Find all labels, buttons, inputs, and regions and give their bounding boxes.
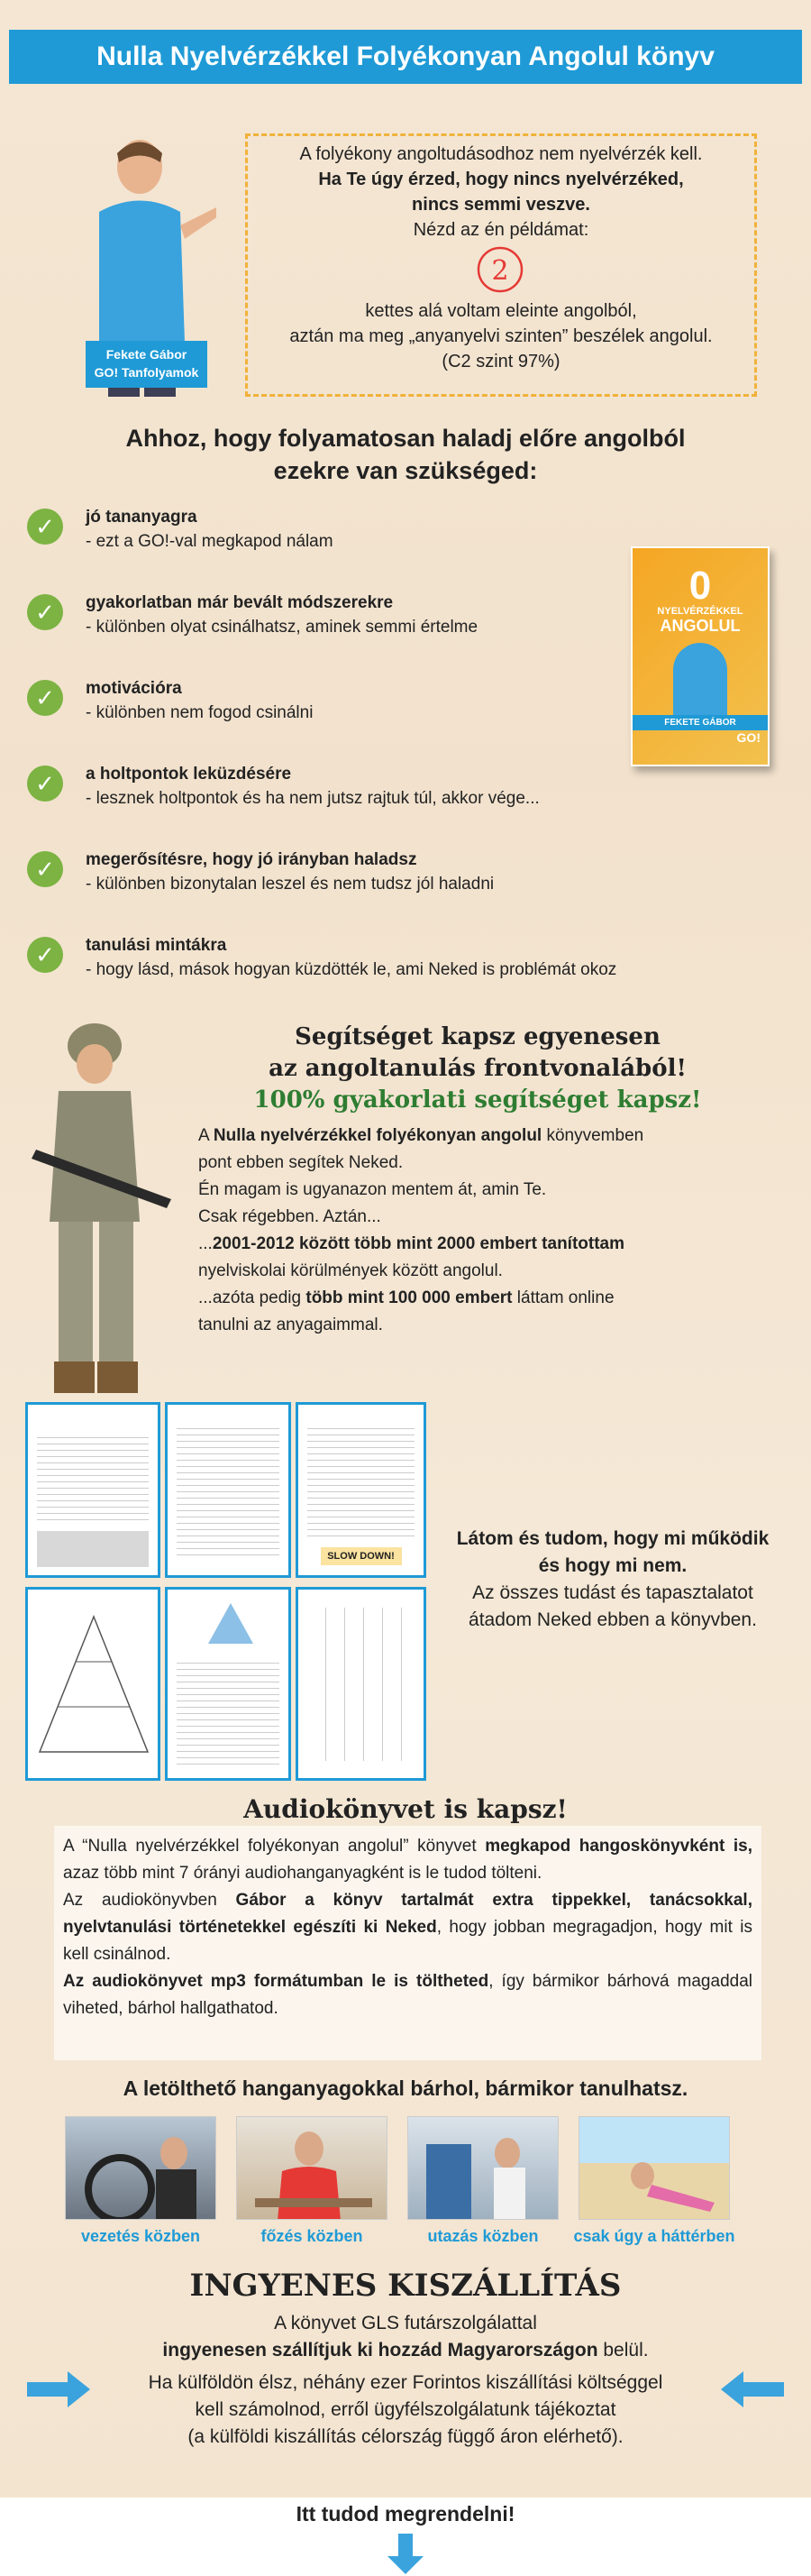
need-item-title: tanulási mintákra <box>86 936 227 955</box>
intro-line: kettes alá voltam eleinte angolból, <box>365 301 637 321</box>
book-subtitle: NYELVÉRZÉKKEL <box>657 606 743 617</box>
help-text: A <box>198 1126 214 1145</box>
book-page <box>25 1402 160 1578</box>
help-body <box>198 1123 739 1339</box>
train-seat-icon <box>408 2117 559 2220</box>
latom-line: és hogy mi nem. <box>538 1555 688 1576</box>
need-item-desc: - hogy lásd, mások hogyan küzdötték le, ami Neked is problémát okoz <box>86 960 617 979</box>
audio-text: azaz több mint 7 órányi audiohanganyagként is le tudod tölteni. <box>63 1864 542 1883</box>
check-icon: ✓ <box>27 851 63 887</box>
need-item-desc: - lesznek holtpontok és ha nem jutsz rajtuk túl, akkor vége... <box>86 789 540 808</box>
check-icon: ✓ <box>27 594 63 630</box>
scene-label: főzés közben <box>260 2227 363 2245</box>
need-item-desc: - különben nem fogod csinálni <box>86 703 314 722</box>
author-org: GO! Tanfolyamok <box>94 365 199 380</box>
book-page <box>165 1402 291 1578</box>
need-item <box>27 933 712 987</box>
book-name: Nulla nyelvérzékkel folyékonyan angolul <box>213 1126 542 1145</box>
intro-line: aztán ma meg „anyanyelvi szinten” beszélek angolul. <box>289 326 713 346</box>
latom-line: Látom és tudom, hogy mi működik <box>456 1528 770 1549</box>
latom-block <box>433 1526 793 1634</box>
shipping-line: Ha külföldön élsz, néhány ezer Forintos kiszállítási költséggel <box>148 2372 663 2393</box>
audio-box <box>54 1826 761 2060</box>
book-author-image <box>673 643 727 715</box>
book-big-number: 0 <box>688 564 712 608</box>
help-title-1: Segítséget kapsz egyenesen <box>295 1023 661 1050</box>
need-item-desc: - ezt a GO!-val megkapod nálam <box>86 532 333 551</box>
pyramid-diagram-icon <box>31 1608 157 1761</box>
beach-image <box>579 2116 730 2220</box>
help-text: ... <box>198 1234 213 1253</box>
help-text: pont ebben segítek Neked. <box>198 1153 404 1172</box>
need-item-desc: - különben olyat csinálhatsz, aminek semmi értelme <box>86 618 478 637</box>
cooking-image <box>236 2116 387 2220</box>
circled-grade-icon <box>473 243 527 297</box>
need-item <box>27 505 712 559</box>
check-icon: ✓ <box>27 765 63 802</box>
cooking-person-icon <box>237 2117 387 2220</box>
audio-text: , hogy jobban megragadjon, hogy mit is kell csinálnod. <box>63 1918 752 1964</box>
help-text: nyelviskolai körülmények között angolul. <box>198 1261 503 1280</box>
beach-person-icon <box>579 2117 730 2220</box>
intro-line: nincs semmi veszve. <box>412 195 590 215</box>
audio-title: Audiokönyvet is kapsz! <box>243 1794 568 1824</box>
need-item-title: jó tananyagra <box>86 508 197 527</box>
need-item <box>27 848 712 902</box>
intro-line: Ha Te úgy érzed, hogy nincs nyelvérzéked, <box>318 170 684 189</box>
page-banner: Nulla Nyelvérzékkel Folyékonyan Angolul könyv <box>9 30 802 84</box>
author-name-tag <box>86 341 207 388</box>
scene-label: utazás közben <box>427 2227 539 2245</box>
check-icon: ✓ <box>27 509 63 545</box>
scene-label: vezetés közben <box>80 2227 201 2245</box>
help-text: Csak régebben. Aztán... <box>198 1207 381 1226</box>
audio-text: Az audiokönyvben <box>63 1891 236 1910</box>
travel-image <box>407 2116 559 2220</box>
needs-title-line: Ahhoz, hogy folyamatosan haladj előre angolból <box>125 425 686 452</box>
shipping-line: belül. <box>597 2340 649 2361</box>
shipping-title: INGYENES KISZÁLLÍTÁS <box>189 2268 622 2304</box>
downloadable-title: A letölthető hanganyagokkal bárhol, bármikor tanulhatsz. <box>123 2076 688 2100</box>
intro-box <box>245 133 757 397</box>
need-item-title: motivációra <box>86 679 182 698</box>
steering-wheel-icon <box>66 2117 216 2220</box>
author-name: Fekete Gábor <box>105 347 187 362</box>
intro-line: (C2 szint 97%) <box>442 352 560 371</box>
latom-line: Az összes tudást és tapasztalatot <box>472 1582 753 1603</box>
slow-down-label: SLOW DOWN! <box>321 1547 402 1565</box>
shipping-line: A könyvet GLS futárszolgálattal <box>274 2313 537 2333</box>
help-highlight: 2001-2012 között több mint 2000 embert tanítottam <box>212 1234 625 1253</box>
audio-highlight: megkapod hangoskönyvként is, <box>485 1837 752 1856</box>
grade-mark <box>248 243 754 298</box>
need-item-desc: - különben bizonytalan leszel és nem tudsz jól haladni <box>86 875 495 894</box>
shipping-line: (a külföldi kiszállítás célország függő áron elérhető). <box>187 2426 624 2447</box>
help-text: ...azóta pedig <box>198 1288 306 1307</box>
help-highlight: több mint 100 000 embert <box>305 1288 513 1307</box>
book-badge: GO! <box>736 730 761 745</box>
need-item <box>27 676 712 730</box>
help-title-3: 100% gyakorlati segítséget kapsz! <box>253 1086 702 1114</box>
need-item-title: a holtpontok leküzdésére <box>86 765 292 784</box>
book-page <box>296 1587 426 1781</box>
book-author: FEKETE GÁBOR <box>633 715 768 730</box>
need-item-title: gyakorlatban már bevált módszerekre <box>86 593 394 612</box>
audio-text: , így bármikor bárhová magaddal viheted, bárhol hallgathatod. <box>63 1972 752 2018</box>
book-page <box>25 1587 160 1781</box>
check-icon: ✓ <box>27 680 63 716</box>
audio-highlight: Az audiokönyvet mp3 formátumban le is töltheted <box>63 1972 489 1991</box>
help-text: Én magam is ugyanazon mentem át, amin Te. <box>198 1180 547 1199</box>
order-label[interactable]: Itt tudod megrendelni! <box>296 2502 515 2526</box>
help-text: láttam online <box>512 1288 615 1307</box>
audio-highlight: Gábor a könyv tartalmát extra tippekkel, tanácsokkal, nyelvtanulási történetekkel egészíti ki Neked <box>63 1891 752 1937</box>
help-text: könyvemben <box>542 1126 644 1145</box>
needs-title-line: ezekre van szükséged: <box>273 457 538 484</box>
book-cover <box>631 546 770 766</box>
need-item-title: megerősítésre, hogy jó irányban haladsz <box>86 850 417 869</box>
need-item <box>27 762 712 816</box>
soldier-image <box>18 1014 176 1402</box>
pyramid-mini-icon <box>204 1599 258 1648</box>
arrow-down-icon[interactable] <box>387 2534 424 2574</box>
audio-text: A “Nulla nyelvérzékkel folyékonyan angolul” könyvet <box>63 1837 486 1856</box>
help-title-2: az angoltanulás frontvonalából! <box>269 1055 687 1082</box>
need-item <box>27 591 712 645</box>
shipping-line: kell számolnod, erről ügyfélszolgálatunk tájékoztat <box>195 2399 616 2420</box>
book-page <box>296 1402 426 1578</box>
arrow-right-icon <box>27 2371 90 2407</box>
intro-line: A folyékony angoltudásodhoz nem nyelvérzék kell. <box>299 144 703 164</box>
intro-line: Nézd az én példámat: <box>413 220 589 240</box>
check-icon: ✓ <box>27 937 63 973</box>
book-pages-collage <box>25 1402 426 1781</box>
arrow-left-icon <box>721 2371 784 2407</box>
help-text: tanulni az anyagaimmal. <box>198 1316 383 1334</box>
book-page <box>165 1587 291 1781</box>
scene-label: csak úgy a háttérben <box>573 2227 735 2245</box>
book-title: ANGOLUL <box>660 617 741 635</box>
latom-line: átadom Neked ebben a könyvben. <box>469 1609 757 1630</box>
needs-title <box>0 422 811 487</box>
grade-number: 2 <box>491 255 509 287</box>
driving-image <box>65 2116 216 2220</box>
shipping-body <box>99 2310 712 2451</box>
shipping-highlight: ingyenesen szállítjuk ki hozzád Magyarországon <box>162 2340 598 2361</box>
